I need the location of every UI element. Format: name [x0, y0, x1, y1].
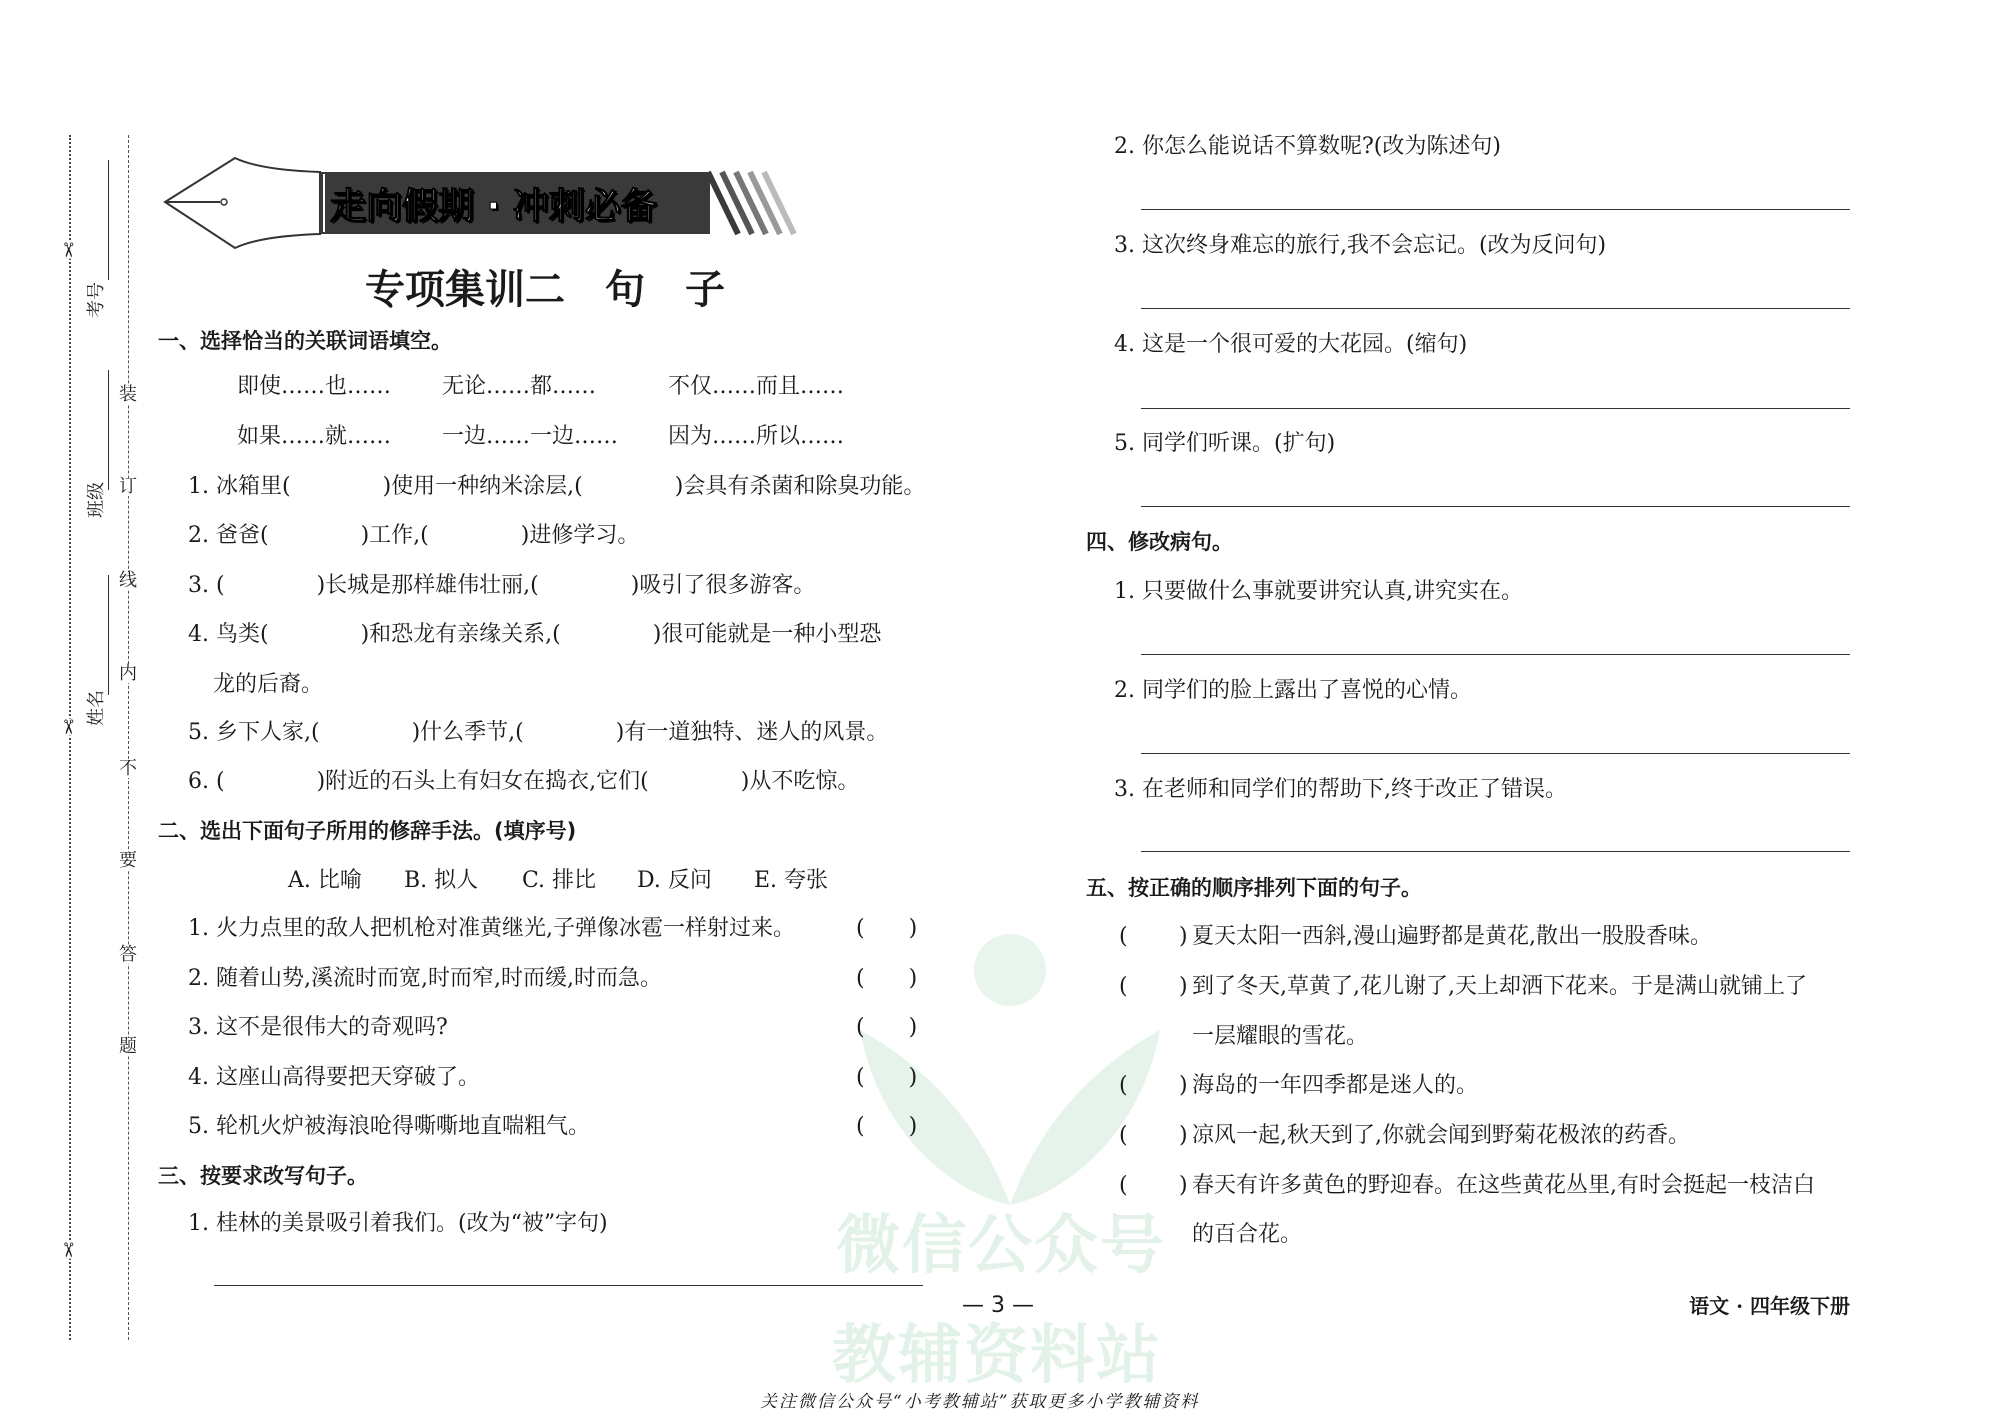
s1-question-3: 3. ( )长城是那样雄伟壮丽,( )吸引了很多游客。: [188, 573, 816, 598]
answer-line[interactable]: [1141, 753, 1850, 754]
order-sentence-cont: 的百合花。: [1192, 1222, 1303, 1247]
rhetoric-option: D. 反问: [637, 868, 712, 893]
order-paren-open[interactable]: (: [1119, 1173, 1128, 1198]
watermark-line2: 教辅资料站: [832, 1319, 1162, 1393]
s2-question: 3. 这不是很伟大的奇观吗?: [188, 1015, 448, 1040]
connective-option: 即使……也……: [237, 374, 392, 399]
s2-question: 4. 这座山高得要把天穿破了。: [188, 1065, 480, 1090]
order-sentence: 到了冬天,草黄了,花儿谢了,天上却洒下花来。于是满山就铺上了: [1192, 974, 1807, 999]
section2-heading: 二、选出下面句子所用的修辞手法。(填序号): [158, 819, 577, 843]
s2-question: 5. 轮机火炉被海浪呛得嘶嘶地直喘粗气。: [188, 1114, 590, 1139]
answer-line[interactable]: [1141, 209, 1850, 210]
order-paren-close: ): [1179, 1173, 1188, 1198]
s3-question: 5. 同学们听课。(扩句): [1114, 431, 1336, 456]
rhetoric-option: C. 排比: [522, 868, 597, 893]
answer-line[interactable]: [1141, 308, 1850, 309]
s4-question: 1. 只要做什么事就要讲究认真,讲究实在。: [1114, 579, 1523, 604]
answer-paren[interactable]: ( ): [856, 966, 918, 991]
scissors-icon: ✂: [56, 718, 81, 736]
section4-heading: 四、修改病句。: [1086, 530, 1233, 554]
answer-line[interactable]: [214, 1285, 923, 1286]
order-sentence: 凉风一起,秋天到了,你就会闻到野菊花极浓的药香。: [1192, 1123, 1690, 1148]
section3-heading: 三、按要求改写句子。: [158, 1164, 368, 1188]
promo-text: 关注微信公众号“小考教辅站”获取更多小学教辅资料: [760, 1392, 1200, 1412]
warning-char: 内: [119, 663, 137, 684]
s1-question-4-cont: 龙的后裔。: [213, 672, 324, 697]
connective-option: 一边……一边……: [442, 424, 619, 449]
connective-option: 无论……都……: [442, 374, 597, 399]
s1-question-1: 1. 冰箱里( )使用一种纳米涂层,( )会具有杀菌和除臭功能。: [188, 474, 926, 499]
rhetoric-option: A. 比喻: [288, 868, 362, 893]
rhetoric-option: E. 夸张: [754, 868, 829, 893]
rhetoric-option: B. 拟人: [404, 868, 479, 893]
watermark-line1: 微信公众号: [836, 1209, 1166, 1283]
connective-option: 不仅……而且……: [668, 374, 845, 399]
banner-text: 走向假期 · 冲刺必备: [330, 186, 657, 227]
answer-paren[interactable]: ( ): [856, 916, 918, 941]
page-number: — 3 —: [962, 1293, 1034, 1318]
answer-line[interactable]: [1141, 506, 1850, 507]
order-paren-open[interactable]: (: [1119, 974, 1128, 999]
s4-question: 2. 同学们的脸上露出了喜悦的心情。: [1114, 678, 1472, 703]
answer-paren[interactable]: ( ): [856, 1065, 918, 1090]
order-paren-close: ): [1179, 1073, 1188, 1098]
s3-question: 2. 你怎么能说话不算数呢?(改为陈述句): [1114, 134, 1501, 159]
name-label: 姓名: [86, 690, 107, 726]
class-label: 班级: [86, 482, 107, 518]
warning-char: 要: [119, 850, 137, 871]
answer-line[interactable]: [1141, 408, 1850, 409]
order-paren-close: ): [1179, 974, 1188, 999]
scissors-icon: ✂: [56, 241, 81, 259]
s1-question-2: 2. 爸爸( )工作,( )进修学习。: [188, 523, 640, 548]
warning-char: 题: [119, 1036, 137, 1057]
s1-question-4: 4. 鸟类( )和恐龙有亲缘关系,( )很可能就是一种小型恐: [188, 622, 882, 647]
answer-paren[interactable]: ( ): [856, 1114, 918, 1139]
answer-line[interactable]: [1141, 851, 1850, 852]
warning-char: 订: [119, 476, 137, 497]
book-label: 语文 · 四年级下册: [1689, 1294, 1850, 1318]
s2-question: 2. 随着山势,溪流时而宽,时而窄,时而缓,时而急。: [188, 966, 662, 991]
order-sentence: 海岛的一年四季都是迷人的。: [1192, 1073, 1479, 1098]
order-sentence-cont: 一层耀眼的雪花。: [1192, 1024, 1369, 1049]
answer-line[interactable]: [1141, 654, 1850, 655]
s3-question: 1. 桂林的美景吸引着我们。(改为“被”字句): [188, 1211, 608, 1236]
warning-char: 答: [119, 944, 137, 965]
s4-question: 3. 在老师和同学们的帮助下,终于改正了错误。: [1114, 777, 1567, 802]
connective-option: 因为……所以……: [668, 424, 845, 449]
order-sentence: 春天有许多黄色的野迎春。在这些黄花丛里,有时会挺起一枝洁白: [1192, 1173, 1815, 1198]
warning-char: 不: [119, 758, 137, 779]
connective-option: 如果……就……: [237, 424, 392, 449]
scissors-icon: ✂: [56, 1241, 81, 1259]
order-paren-close: ): [1179, 924, 1188, 949]
page-title: 专项集训二 句 子: [365, 266, 725, 313]
s1-question-5: 5. 乡下人家,( )什么季节,( )有一道独特、迷人的风景。: [188, 720, 889, 745]
s3-question: 3. 这次终身难忘的旅行,我不会忘记。(改为反问句): [1114, 233, 1607, 258]
warning-char: 线: [119, 570, 137, 591]
order-paren-open[interactable]: (: [1119, 1073, 1128, 1098]
warning-char: 装: [119, 384, 137, 405]
order-paren-close: ): [1179, 1123, 1188, 1148]
order-sentence: 夏天太阳一西斜,漫山遍野都是黄花,散出一股股香味。: [1192, 924, 1712, 949]
section1-heading: 一、选择恰当的关联词语填空。: [158, 329, 452, 353]
s1-question-6: 6. ( )附近的石头上有妇女在捣衣,它们( )从不吃惊。: [188, 769, 860, 794]
answer-paren[interactable]: ( ): [856, 1015, 918, 1040]
order-paren-open[interactable]: (: [1119, 924, 1128, 949]
exam-no-label: 考号: [86, 282, 107, 318]
s2-question: 1. 火力点里的敌人把机枪对准黄继光,子弹像冰雹一样射过来。: [188, 916, 795, 941]
s3-question: 4. 这是一个很可爱的大花园。(缩句): [1114, 332, 1468, 357]
order-paren-open[interactable]: (: [1119, 1123, 1128, 1148]
section5-heading: 五、按正确的顺序排列下面的句子。: [1086, 876, 1422, 900]
